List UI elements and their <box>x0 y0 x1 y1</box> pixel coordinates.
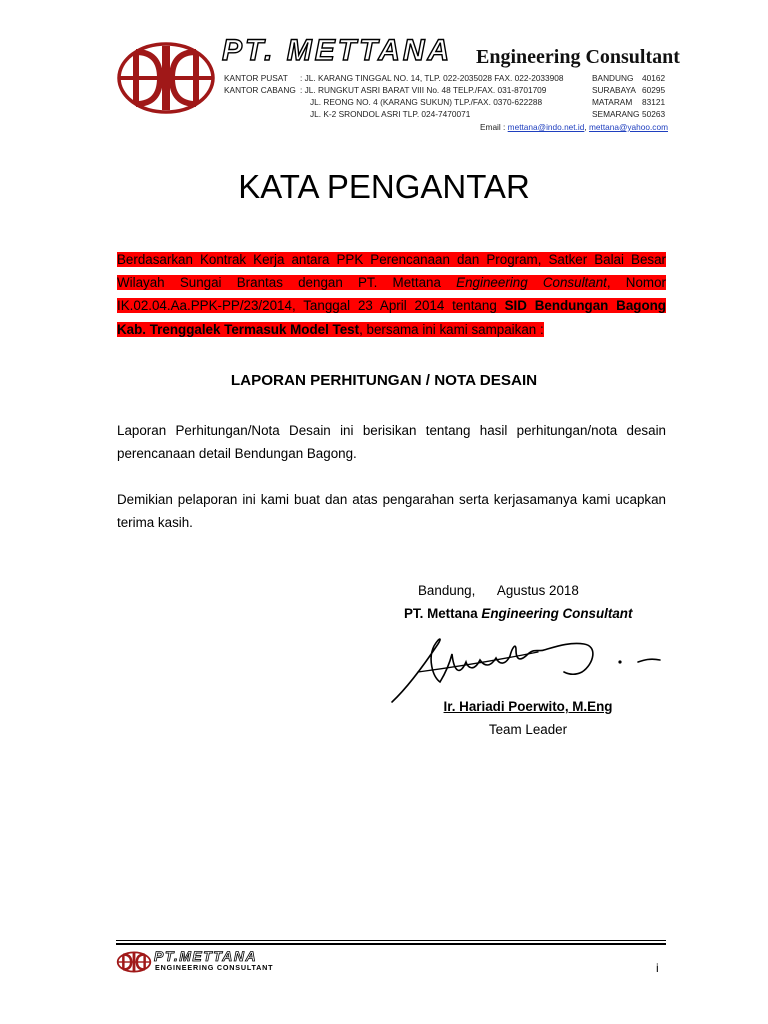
email-link-indo[interactable]: mettana@indo.net.id <box>507 122 585 132</box>
page-number: i <box>656 961 659 975</box>
office-address-mataram: JL. REONG NO. 4 (KARANG SUKUN) TLP./FAX. 0370-622288 <box>310 97 543 107</box>
intro-text-bold: SID Bendungan Bagong Kab. Trenggalek Termasuk Model Test <box>117 298 666 337</box>
email-label: Email : <box>480 122 508 132</box>
office-label-pusat: KANTOR PUSAT <box>224 73 288 83</box>
company-name: PT. METTANA <box>222 34 453 67</box>
office-city-semarang: SEMARANG <box>592 109 640 119</box>
footer-divider-thin <box>116 940 666 941</box>
signature-company-italic: Engineering Consultant <box>481 606 633 621</box>
email-separator: , <box>584 122 589 132</box>
body-paragraph-2: Demikian pelaporan ini kami buat dan atas pengarahan serta kerjasamanya kami ucapkan terima kasih. <box>117 492 666 531</box>
signature-company <box>404 607 632 620</box>
place-date: Bandung, Agustus 2018 <box>418 583 579 598</box>
intro-paragraph <box>117 248 666 341</box>
signature-company-prefix: PT. Mettana <box>404 606 482 621</box>
body-paragraph-1: Laporan Perhitungan/Nota Desain ini berisikan tentang hasil perhitungan/nota desain perencanaan detail Bendungan Bagong. <box>117 423 666 462</box>
office-label-cabang: KANTOR CABANG <box>224 85 296 95</box>
footer-logo-icon <box>116 951 152 973</box>
handwritten-signature-icon <box>388 632 668 704</box>
intro-text-1: Berdasarkan Kontrak Kerja antara PPK Perencanaan dan Program, Satker Balai Besar Wilayah Sungai Brantas dengan PT. Mettana <box>117 252 666 291</box>
email-line <box>480 122 668 132</box>
office-address-pusat: : JL. KARANG TINGGAL NO. 14, TLP. 022-2035028 FAX. 022-2033908 <box>300 73 564 83</box>
office-code-mataram: 83121 <box>642 97 666 107</box>
signer-name: Ir. Hariadi Poerwito, M.Eng <box>443 699 613 714</box>
signer-role: Team Leader <box>488 722 568 737</box>
office-city-surabaya: SURABAYA <box>592 85 636 95</box>
office-city-mataram: MATARAM <box>592 97 633 107</box>
office-address-surabaya: : JL. RUNGKUT ASRI BARAT VIII No. 48 TELP./FAX. 031-8701709 <box>300 85 547 95</box>
office-address-semarang: JL. K-2 SRONDOL ASRI TLP. 024-7470071 <box>310 109 471 119</box>
email-link-yahoo[interactable]: mettana@yahoo.com <box>589 122 668 132</box>
section-subtitle: LAPORAN PERHITUNGAN / NOTA DESAIN <box>230 372 538 389</box>
intro-text-3: , bersama ini kami sampaikan : <box>359 321 544 337</box>
office-code-bandung: 40162 <box>642 73 666 83</box>
office-city-bandung: BANDUNG <box>592 73 634 83</box>
office-code-semarang: 50263 <box>642 109 666 119</box>
intro-text-2: , Nomor IK.02.04.Aa.PPK-PP/23/2014, Tanggal 23 April 2014 tentang <box>117 275 666 314</box>
office-code-surabaya: 60295 <box>642 85 666 95</box>
intro-text-italic: Engineering Consultant <box>456 275 607 291</box>
company-tagline: Engineering Consultant <box>476 46 680 68</box>
page-title: KATA PENGANTAR <box>238 168 530 205</box>
company-logo-icon <box>116 40 216 116</box>
footer-company-name: PT.METTANA <box>154 948 258 964</box>
footer-company-tagline: ENGINEERING CONSULTANT <box>155 963 274 972</box>
footer-divider-thick <box>116 943 666 945</box>
